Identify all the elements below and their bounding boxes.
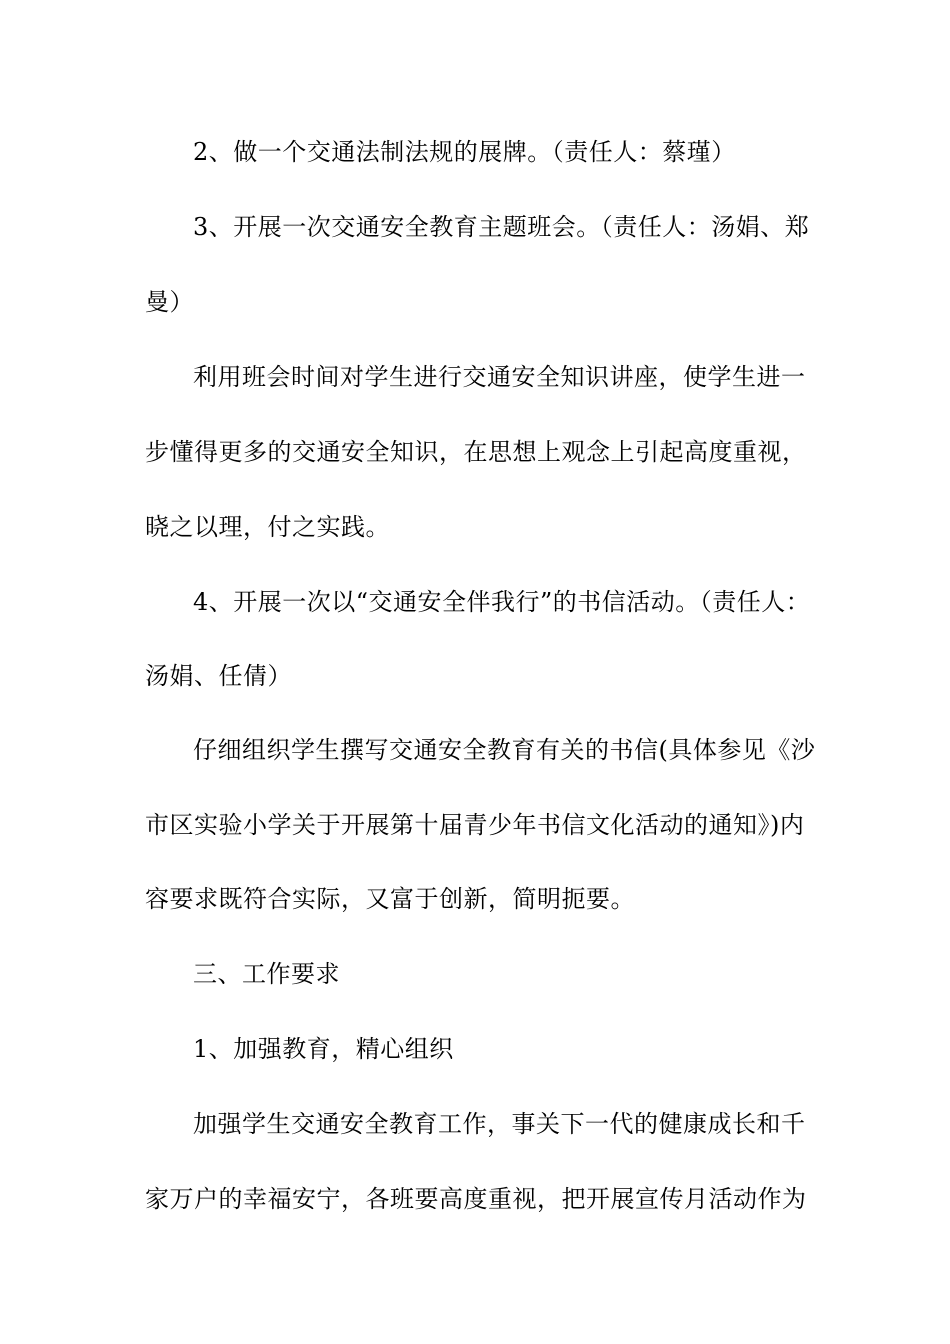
paragraph-education-line-1: 加强学生交通安全教育工作，事关下一代的健康成长和千 — [193, 1110, 806, 1138]
paragraph-letter-line-2: 市区实验小学关于开展第十届青少年书信文化活动的通知》)内 — [145, 811, 805, 839]
paragraph-item-4-line-1: 4、开展一次以“交通安全伴我行”的书信活动。（责任人： — [193, 588, 811, 616]
paragraph-letter-line-3: 容要求既符合实际，又富于创新，简明扼要。 — [145, 885, 635, 913]
paragraph-item-2: 2、做一个交通法制法规的展牌。（责任人：蔡瑾） — [193, 138, 736, 166]
paragraph-lecture-line-2: 步懂得更多的交通安全知识，在思想上观念上引起高度重视， — [145, 438, 807, 466]
paragraph-letter-line-1: 仔细组织学生撰写交通安全教育有关的书信(具体参见《沙 — [193, 736, 816, 764]
section-heading-work-requirements: 三、工作要求 — [193, 960, 340, 988]
paragraph-education-line-2: 家万户的幸福安宁，各班要高度重视，把开展宣传月活动作为 — [145, 1185, 807, 1213]
subheading-strengthen-education: 1、加强教育，精心组织 — [193, 1035, 454, 1063]
paragraph-item-4-line-2: 汤娟、任倩） — [145, 662, 292, 690]
paragraph-lecture-line-3: 晓之以理，付之实践。 — [145, 513, 390, 541]
paragraph-lecture-line-1: 利用班会时间对学生进行交通安全知识讲座，使学生进一 — [193, 363, 806, 391]
paragraph-item-3-line-1: 3、开展一次交通安全教育主题班会。（责任人：汤娟、郑 — [193, 213, 810, 241]
paragraph-item-3-line-2: 曼） — [145, 288, 194, 316]
